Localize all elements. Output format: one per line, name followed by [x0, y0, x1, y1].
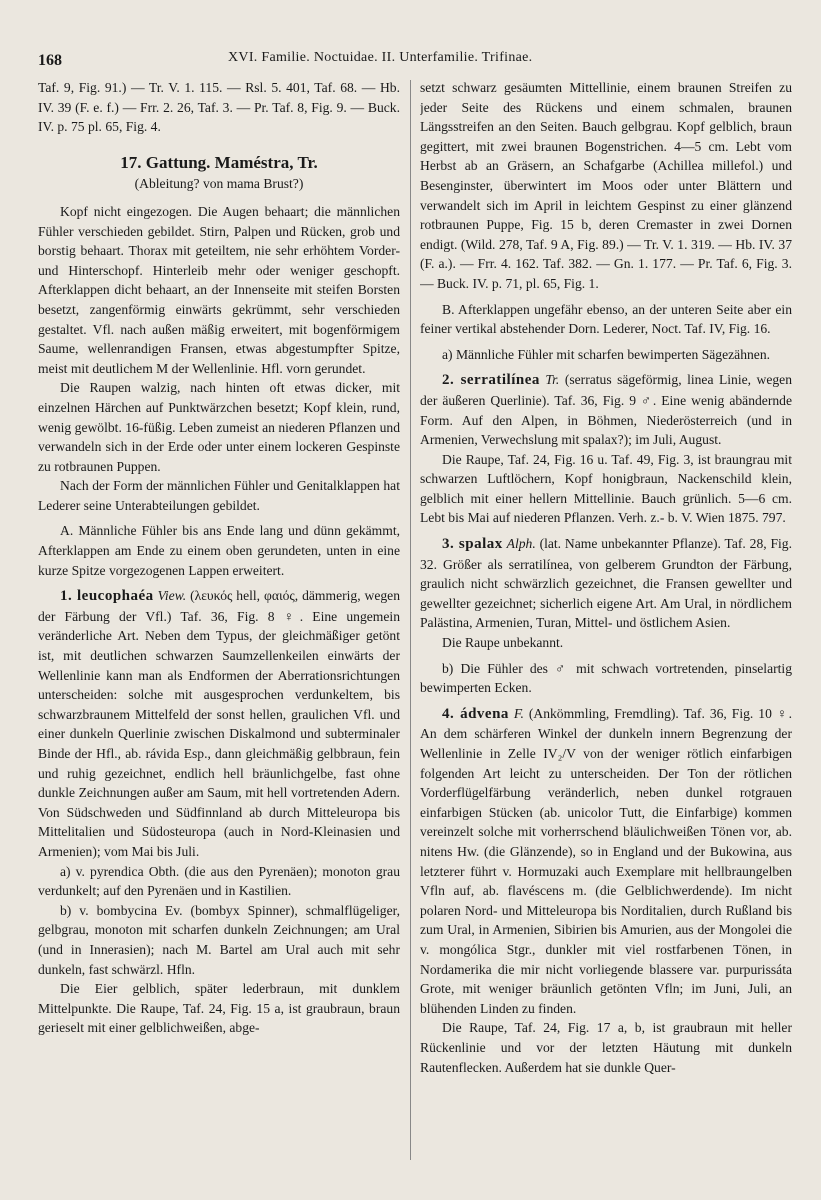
page-header	[38, 48, 801, 72]
left-column	[38, 78, 400, 1192]
species-author: Tr.	[545, 372, 560, 388]
species-author: F.	[513, 705, 524, 721]
running-title: XVI. Familie. Noctuidae. II. Unterfamilie. Trifinae.	[228, 50, 533, 65]
species-author: View.	[157, 588, 187, 604]
genus-etymology: (Ableitung? von mama Brust?)	[134, 176, 304, 192]
species-text: (serratus sägeförmig, linea Linie, wegen der äußeren Querlinie). Taf. 36, Fig. 9 ♂. Eine wenig abändernde Form. Auf den Alpen, in Böhmen, Niederösterreich (und in Armenien, Verwechslung mit spalax?); im Juli, August.	[420, 372, 792, 448]
lederer-paragraph: Nach der Form der männlichen Fühler und Genitalklappen hat Lederer seine Unterabteilungen gebildet.	[38, 478, 400, 513]
continued-paragraph: setzt schwarz gesäumten Mittellinie, einem braunen Streifen zu jeder Seite des Rückens und einem schmalen, braunen Längsstreifen an den Seiten. Bauch gelbgrau. Kopf gelblich, braun gegittert, mit zwei braunen Bogenstrichen. 4—5 cm. Lebt vom Herbst ab an Gräsern, an Schafgarbe (Achillea millefol.) und Besenginster, überwintert im Moos oder unter Blättern und verwandelt sich im April in leichtem Gespinst zu einer glänzend rotbraunen Puppe, Fig. 15 b, deren Cremaster in zwei Dornen endigt. (Wild. 278, Taf. 9 A, Fig. 89.) — Tr. V. 1. 319. — Hb. IV. 37 (F. a.). — Frr. 4. 162. Taf. 382. — Gn. 1. 177. — Pr. Taf. 6, Fig. 3. — Buck. IV. p. 71, pl. 65, Fig. 1.	[420, 80, 792, 291]
species-1-entry	[38, 586, 400, 861]
species-4-larva: Die Raupe, Taf. 24, Fig. 17 a, b, ist graubraun mit heller Rückenlinie und vor der letzten Häutung mit dunkeln Rautenflecken. Außerdem hat sie dunkle Quer-	[420, 1020, 792, 1075]
right-column	[420, 78, 792, 1192]
larvae-paragraph: Die Raupen walzig, nach hinten oft etwas dicker, mit einzelnen Härchen auf Punktwärzchen besetzt; Kopf klein, rund, wenig gewölbt. 16-füßig. Leben zumeist an niederen Pflanzen und verwandeln sich in der Erde oder unter einem lockeren Gespinste zu rotbraunen Puppen.	[38, 380, 400, 474]
species-name: 4. ádvena	[442, 705, 509, 722]
species-4-entry	[420, 704, 792, 1019]
species-2-entry	[420, 370, 792, 449]
variety-b: b) v. bombycina Ev. (bombyx Spinner), schmalflügeliger, gelbgrau, monoton mit scharfen dunkeln Zeichnungen; am Ural (und in Innerasien); nach M. Bartel am Ural auch mit sehr dunkeln, fast schwärzl. Hfln.	[38, 902, 400, 977]
species-name: 1. leucophaéa	[60, 588, 154, 605]
genus-description: Kopf nicht eingezogen. Die Augen behaart; die männlichen Fühler verschieden gebildet. Stirn, Palpen und Rücken, grob und borstig behaart. Thorax mit geteiltem, nie sehr erhöhtem Vorder- und Hinterschopf. Hinterleib mehr oder weniger geschopft. Afterklappen dicht behaart, an der Innenseite mit steifen Borsten besetzt, zangenförmig einwärts gekrümmt, sehr verschieden gestaltet. Vfl. nach außen mäßig erweitert, mit bogenförmigem Saume, wellenrandigen Fransen, etwas abgestumpfter Spitze, meist mit deutlichem M der Wellenlinie. Hfl. vorn gerundet.	[38, 203, 400, 376]
variety-a: a) v. pyrendica Obth. (die aus den Pyrenäen); monoton grau verdunkelt; auf den Pyrenäen und in Kastilien.	[38, 863, 400, 899]
species-text: (λευκός hell, φαιός, dämmerig, wegen der Färbung der Vfl.) Taf. 36, Fig. 8 ♀. Eine ungemein veränderliche Art. Neben dem Typus, der gleichmäßiger getönt ist, mit deutlichen schwarzen Saumzellenkeilen einwärts der Wellenlinie kann man als Endformen der Aberrationsrichtungen unterscheiden: solche mit ausgesprochen verdunkeltem, bis schwarzbraunem Mittelfeld der sonst hellen, graulichen Vfl. und einer dunkeln Querlinie zwischen Diskalmond und subterminaler Binde der Hfl., ab. rávida Esp., dann gleichmäßig gelbbraun, fein und ruhig gezeichnet, endlich hell bräunlichgelbe, fast ohne dunkle Zeichnungen außer am Saum, mit hell vortretenden Adern. Von Südschweden und Südfinnland ab durch Mitteleuropa bis Mittelitalien und Südosteuropa (auch in Nord-Kleinasien und Armenien); vom Mai bis Juli.	[38, 588, 400, 859]
species-name: 2. serratilínea	[442, 372, 540, 389]
species-text: (Ankömmling, Fremdling). Taf. 36, Fig. 10 ♀. An dem schärferen Winkel der dunkeln innern Begrenzung der Wellenlinie in Zelle IV₂/V von der weniger rötlich einfarbigen folgenden Art leicht zu unterscheiden. Der Ton der rötlichen Vorderflügelfärbung veränderlich, neben dunkel rotgrauen einfarbigen Stücken (ab. unicolor Tutt, die Einfarbige) kommen vereinzelt solche mit vorherrschend bläulichweißen Tönen vor, ab. nitens Hw. (die Glänzende), so in England und der Bukowina, aus letzterer führt v. Hormuzaki auch Exemplare mit hellbraungelben Vfln auf, ab. flavéscens m. (die Gelblichwerdende). Im nicht polaren Nord- und Mitteleuropa bis Norditalien, durch Rußland bis zum Ural, in Armenien, Sibirien bis Amurien, aus der Mongolei die v. mongólica Stgr., dunkler mit viel rostfarbenen Tönen, in Nordamerika die mir nicht vorliegende blassere var. purpurissáta Grote, mit weniger bräunlich getönten Vfln; im Juni, Juli, an blühenden Linden zu finden.	[420, 705, 792, 1016]
species-3-entry	[420, 534, 792, 633]
species-text: (lat. Name unbekannter Pflanze). Taf. 28, Fig. 32. Größer als serratilínea, von gelberem Grundton der Färbung, graulich nicht schwärzlich gezeichnet, die Fransen gewellter und gewellter gezeichnet; sicherlich eigene Art. Am Ural, in nördlichem Palästina, Armenien, Turan, Mittel- und östlichem Asien.	[420, 536, 792, 631]
species-name: 3. spalax	[442, 536, 503, 553]
subsection-a: a) Männliche Fühler mit scharfen bewimperten Sägezähnen.	[442, 346, 771, 362]
section-b-heading: B. Afterklappen ungefähr ebenso, an der unteren Seite aber ein feiner vertikal abstehender Dorn. Lederer, Noct. Taf. IV, Fig. 16.	[420, 301, 792, 337]
species-2-larva: Die Raupe, Taf. 24, Fig. 16 u. Taf. 49, Fig. 3, ist braungrau mit schwarzen Luftlöchern, Kopf honigbraun, Nackenschild klein, gelblich mit einer hellern Mittellinie. Bauch grünlich. 5—6 cm. Lebt bis Mai auf niederen Pflanzen. Verh. z.- b. V. Wien 1875. 797.	[420, 451, 792, 526]
genus-heading: 17. Gattung. Maméstra, Tr.	[120, 152, 318, 172]
subsection-b: b) Die Fühler des ♂ mit schwach vortretenden, pinselartig bewimperten Ecken.	[420, 660, 792, 696]
species-3-larva: Die Raupe unbekannt.	[442, 635, 564, 651]
eggs-paragraph: Die Eier gelblich, später lederbraun, mit dunklem Mittelpunkte. Die Raupe, Taf. 24, Fig. 15 a, ist graubraun, braun gerieselt mit einer gelblichweißen, abge-	[38, 981, 400, 1036]
column-divider	[410, 80, 411, 1160]
page-number: 168	[38, 52, 62, 69]
species-author: Alph.	[506, 536, 536, 552]
section-a-heading: A. Männliche Fühler bis ans Ende lang und dünn gekämmt, Afterklappen am Ende zu einem oben gerundeten, unten in eine kurze Spitze vorgezogenen Lappen erweitert.	[38, 523, 400, 578]
references-paragraph: Taf. 9, Fig. 91.) — Tr. V. 1. 115. — Rsl. 5. 401, Taf. 68. — Hb. IV. 39 (F. e. f.) — Frr. 2. 26, Taf. 3. — Pr. Taf. 8, Fig. 9. — Buck. IV. p. 75 pl. 65, Fig. 4.	[38, 80, 400, 135]
